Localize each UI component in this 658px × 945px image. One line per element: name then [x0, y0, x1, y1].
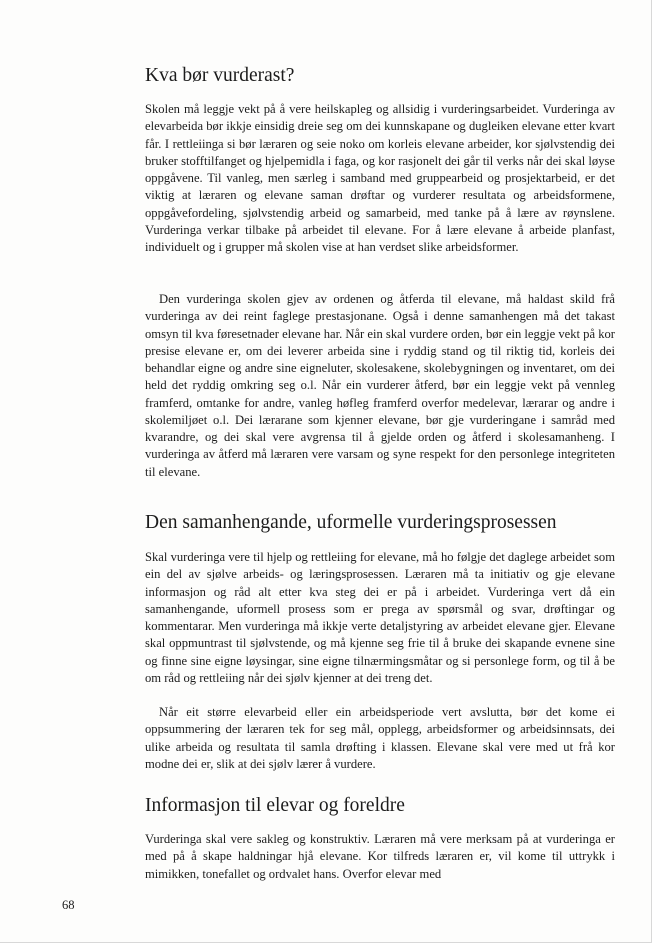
paragraph: Skal vurderinga vere til hjelp og rettleiing for elevane, må ho følgje det daglege arbeidet som ein del av sjølve arbeids- og læringsprosessen. Læraren må ta initiativ og gje elevane informasjon og råd alt etter kva steg dei er på i arbeidet. Vurderinga vert då ein samanhengande, uformell prosess som er prega av spørsmål og svar, drøftingar og kommentarar. Men vurderinga må ikkje verte detaljstyring av arbeidet elevane gjer. Elevane skal oppmuntrast til sjølvstende, og må kjenne seg frie til å bruke dei skapande evnene sine og finne sine eigne løysingar, sine eigne tilnærmingsmåtar og si personlege form, og til å be om råd og rettleiing når dei sjølv kjenner at dei treng det.	[145, 550, 615, 685]
section-heading-kva-bor-vurderast: Kva bør vurderast?	[145, 65, 295, 86]
paragraph: Når eit større elevarbeid eller ein arbeidsperiode vert avslutta, bør det kome ei oppsummering der læraren tek for seg mål, opplegg, arbeidsformer og arbeidsinnsats, dei ulike arbeida og resultata til samla drøfting i klassen. Elevane skal vere med ut frå kor modne dei er, slik at dei sjølv lærer å vurdere.	[145, 705, 615, 771]
paragraph: Den vurderinga skolen gjev av ordenen og åtferda til elevane, må haldast skild frå vurderinga av dei reint faglege prestasjonane. Også i denne samanhengen må det takast omsyn til kva føresetnader elevane har. Når ein skal vurdere orden, bør ein leggje vekt på kor presise elevane er, om dei leverer arbeida sine i ryddig stand og til riktig tid, korleis dei behandlar eigne og andre sine eigneluter, skolesakene, skolebygningen og inventaret, om dei held det ryddig omkring seg o.l. Når ein vurderer åtferd, bør ein leggje vekt på vennleg framferd, omtanke for andre, vanleg høfleg framferd overfor medelevar, lærarar og andre i skolemiljøet o.l. Dei lærarane som kjenner elevane, bør gje vurderingane i samråd med kvarandre, og dei skal vere avgrensa til å gjelde orden og åtferd i skolesamanheng. I vurderinga av åtferd må læraren vere varsam og syne respekt for den personlege integriteten til elevane.	[145, 292, 615, 479]
section-heading-samanhengande-vurdering: Den samanhengande, uformelle vurderingsprosessen	[145, 512, 557, 533]
paragraph: Skolen må leggje vekt på å vere heilskapleg og allsidig i vurderingsarbeidet. Vurderinga av elevarbeida bør ikkje einsidig dreie seg om dei kunnskapane og dugleiken elevane etter kvart får. I rettleiinga si bør læraren og seie noko om korleis elevane arbeider, kor sjølvstendig dei bruker stofftilfanget og hjelpemidla i faga, og kor rasjonelt dei går til verks når dei skal løyse oppgåvene. Til vanleg, men særleg i samband med gruppearbeid og prosjektarbeid, er det viktig at læraren og elevane saman drøftar og vurderer resultata og arbeidsformene, oppgåvefordeling, sjølvstendig arbeid og samarbeid, med tanke på å lære av røynslene. Vurderinga verkar tilbake på arbeidet til elevane. For å lære elevane å arbeide planfast, individuelt og i grupper må skolen vise at han verdset slike arbeidsformer.	[145, 102, 615, 254]
section-heading-informasjon: Informasjon til elevar og foreldre	[145, 795, 405, 816]
paragraph: Vurderinga skal vere sakleg og konstruktiv. Læraren må vere merksam på at vurderinga er med på å skape haldningar hjå elevane. Kor tilfreds læraren er, vil kome til uttrykk i mimikken, tonefallet og ordvalet hans. Overfor elevar med	[145, 832, 615, 881]
page-number: 68	[62, 898, 75, 912]
